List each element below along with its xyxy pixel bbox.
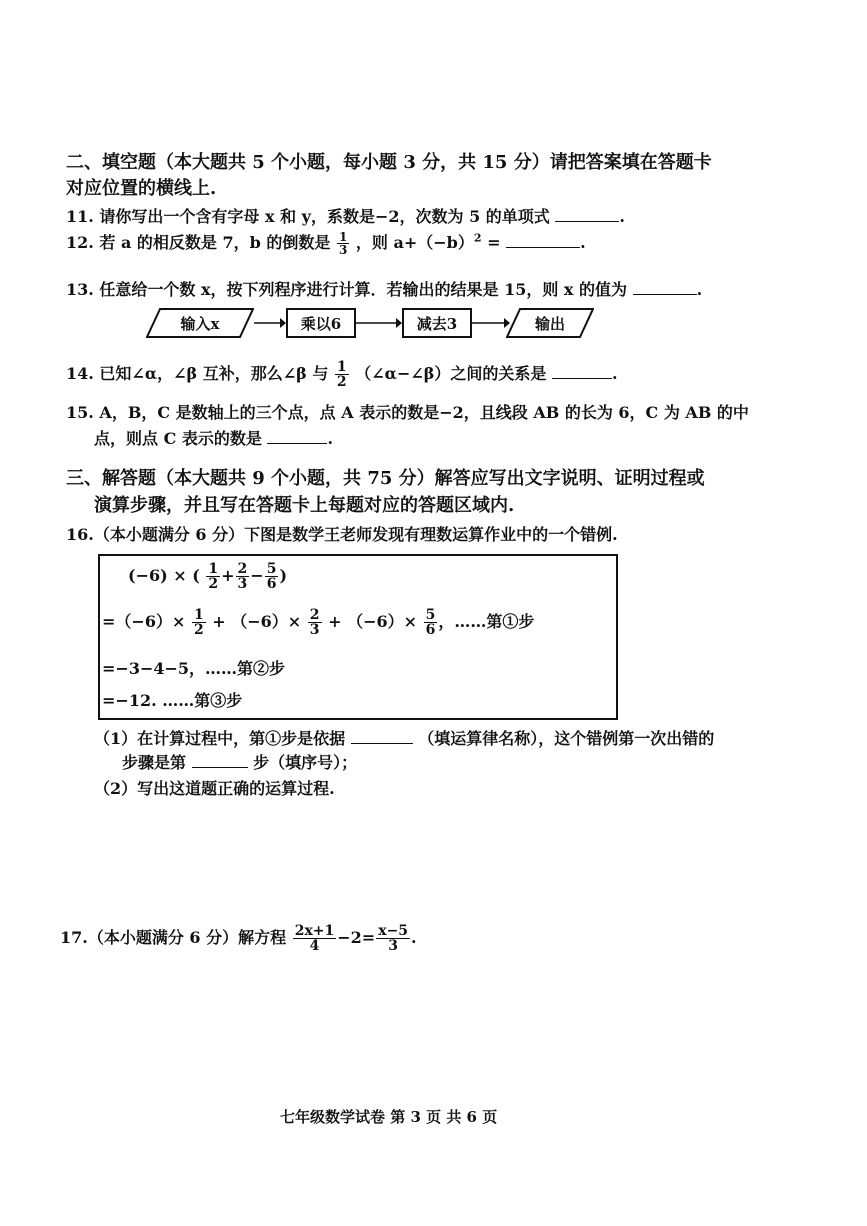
- question-13-end: .: [696, 280, 703, 299]
- question-12-text-a: 12. 若 a 的相反数是 7，b 的倒数是: [66, 233, 331, 252]
- question-16-sub1-line2: [122, 750, 357, 773]
- fraction-numerator: x−5: [378, 923, 409, 939]
- question-12-text-b: ，则 a+（−b）: [355, 233, 474, 252]
- question-14-text-a: 14. 已知∠α，∠β 互补，那么∠β 与: [66, 364, 329, 383]
- arrow-icon: [254, 314, 286, 332]
- fraction: [308, 608, 322, 637]
- fraction-1-3: [337, 231, 349, 256]
- fraction: [293, 924, 337, 953]
- question-12: [66, 230, 586, 256]
- question-12-end: .: [580, 233, 586, 252]
- answer-blank-16-law[interactable]: [351, 729, 413, 744]
- row-1-close: ): [279, 566, 288, 585]
- row-2-text-b: + （−6）×: [212, 612, 302, 631]
- flow-multiply-label: 乘以6: [300, 314, 342, 333]
- fraction-numerator: 2: [237, 561, 248, 577]
- box-row-1: [128, 562, 287, 591]
- fraction: [424, 608, 438, 637]
- row-1-text: (−6) × (: [128, 566, 200, 585]
- fraction-numerator: 2x+1: [294, 923, 335, 939]
- fraction-numerator: 1: [336, 359, 347, 375]
- question-12-text-c: =: [481, 233, 501, 252]
- row-2-step-label: ，……第①步: [438, 612, 535, 631]
- arrow-icon: [472, 314, 510, 332]
- question-11: [66, 204, 625, 227]
- row-2-text-c: + （−6）×: [328, 612, 418, 631]
- fraction-numerator: 1: [208, 561, 219, 577]
- sub1-text-b: （填运算律名称），这个错例第一次出错的: [418, 729, 715, 748]
- fraction-1-2: [335, 360, 349, 389]
- question-15-line2: [94, 426, 333, 449]
- arrow-icon: [356, 314, 402, 332]
- fraction-numerator: 1: [338, 230, 348, 244]
- question-17-text: 17.（本小题满分 6 分）解方程: [60, 928, 287, 947]
- fraction: [236, 562, 250, 591]
- question-15-text: 点，则点 C 表示的数是: [94, 429, 262, 448]
- fraction-denominator: 2: [208, 576, 219, 592]
- fraction-numerator: 5: [266, 561, 277, 577]
- box-row-2: [102, 608, 534, 637]
- sub1-text-a: （1）在计算过程中，第①步是依据: [94, 729, 346, 748]
- fraction-denominator: 6: [266, 576, 277, 592]
- answer-blank-16-step[interactable]: [192, 753, 248, 768]
- exponent: 2: [473, 231, 482, 245]
- fraction: [376, 924, 410, 953]
- question-17-end: .: [411, 928, 417, 947]
- box-row-3: =−3−4−5，……第②步: [102, 659, 286, 678]
- operator: −: [250, 566, 264, 585]
- error-example-box: [98, 554, 618, 720]
- fraction-denominator: 6: [425, 622, 436, 638]
- fraction-numerator: 1: [193, 607, 204, 623]
- fraction-denominator: 2: [193, 622, 204, 638]
- answer-blank-12[interactable]: [506, 233, 580, 248]
- flow-subtract-box: [402, 308, 472, 338]
- fraction-denominator: 2: [336, 374, 347, 390]
- section2-title-line1: 二、填空题（本大题共 5 个小题，每小题 3 分，共 15 分）请把答案填在答题卡: [66, 152, 712, 173]
- flow-input-label: 输入x: [180, 314, 220, 333]
- question-13: [66, 277, 702, 300]
- question-16-text: 16.（本小题满分 6 分）下图是数学王老师发现有理数运算作业中的一个错例.: [66, 525, 618, 544]
- fraction: [206, 562, 220, 591]
- page-footer: 七年级数学试卷 第 3 页 共 6 页: [280, 1108, 498, 1126]
- answer-blank-11[interactable]: [555, 207, 619, 222]
- flow-subtract-label: 减去3: [416, 314, 458, 333]
- answer-blank-14[interactable]: [552, 364, 612, 379]
- fraction-numerator: 5: [425, 607, 436, 623]
- flow-input-parallelogram: [146, 308, 254, 338]
- question-16-sub1-line1: [94, 726, 714, 749]
- section2-title-line2: 对应位置的横线上.: [66, 178, 217, 199]
- question-17: [60, 924, 417, 953]
- fraction-denominator: 4: [309, 938, 320, 954]
- box-row-4: =−12. ……第③步: [102, 691, 243, 710]
- section3-title-line1: 三、解答题（本大题共 9 个小题，共 75 分）解答应写出文字说明、证明过程或: [66, 468, 705, 489]
- flow-output-label: 输出: [534, 314, 565, 333]
- fraction-denominator: 3: [338, 243, 348, 257]
- question-14-end: .: [612, 364, 618, 383]
- fraction: [265, 562, 279, 591]
- fraction-denominator: 3: [309, 622, 320, 638]
- question-14-text-b: （∠α−∠β）之间的关系是: [355, 364, 547, 383]
- question-16-sub2: （2）写出这道题正确的运算过程.: [94, 779, 335, 798]
- sub1-text-c: 步骤是第: [122, 753, 187, 772]
- flow-multiply-box: [286, 308, 356, 338]
- answer-blank-13[interactable]: [633, 280, 697, 295]
- section3-title-line2: 演算步骤，并且写在答题卡上每题对应的答题区域内.: [94, 495, 515, 516]
- question-13-text: 13. 任意给一个数 x，按下列程序进行计算．若输出的结果是 15，则 x 的值为: [66, 280, 628, 299]
- operator: +: [221, 566, 235, 585]
- flow-output-parallelogram: [506, 308, 594, 338]
- answer-blank-15[interactable]: [267, 429, 327, 444]
- sub1-text-d: 步（填序号）；: [253, 753, 358, 772]
- fraction-denominator: 3: [237, 576, 248, 592]
- fraction-numerator: 2: [309, 607, 320, 623]
- row-2-text-a: =（−6）×: [102, 612, 186, 631]
- question-15-end: .: [327, 429, 334, 448]
- fraction-denominator: 3: [388, 938, 398, 954]
- question-11-end: .: [619, 207, 625, 226]
- equation-middle: −2=: [337, 928, 376, 947]
- question-11-text: 11. 请你写出一个含有字母 x 和 y，系数是−2，次数为 5 的单项式: [66, 207, 550, 226]
- fraction: [192, 608, 206, 637]
- question-14: [66, 360, 618, 389]
- question-15-line1: 15. A，B，C 是数轴上的三个点，点 A 表示的数是−2，且线段 AB 的长为 6，C 为 AB 的中: [66, 403, 749, 422]
